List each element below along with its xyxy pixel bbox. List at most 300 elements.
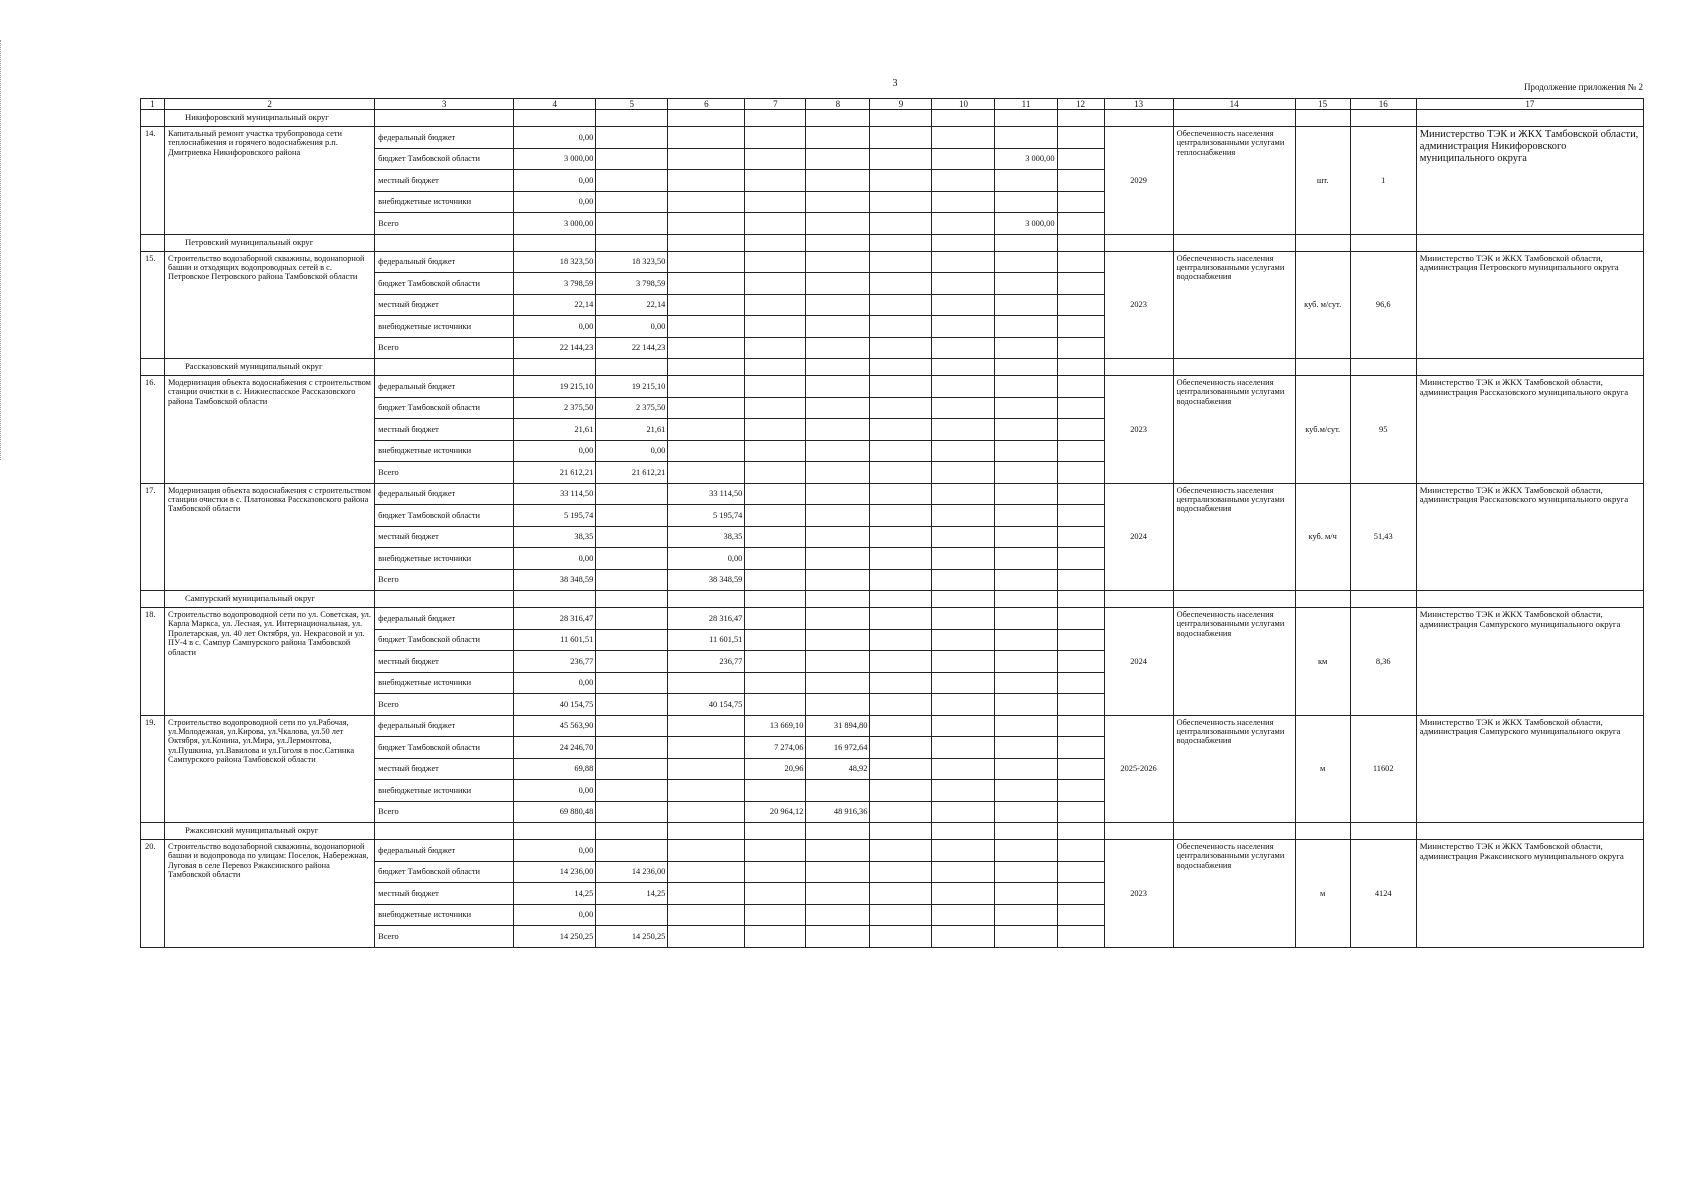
- amount-cell: 2 375,50: [514, 397, 596, 419]
- amount-cell: [668, 904, 745, 926]
- amount-cell: [870, 715, 932, 737]
- amount-cell: [1057, 483, 1104, 505]
- amount-cell: 11 601,51: [668, 629, 745, 651]
- empty-cell: [745, 110, 806, 127]
- amount-cell: [668, 170, 745, 192]
- empty-cell: [375, 234, 514, 251]
- amount-cell: [668, 780, 745, 802]
- amount-cell: [995, 672, 1057, 694]
- amount-cell: [995, 440, 1057, 462]
- amount-cell: [806, 316, 870, 338]
- amount-cell: [995, 801, 1057, 823]
- amount-cell: 0,00: [514, 672, 596, 694]
- funding-source: бюджет Тамбовской области: [375, 273, 514, 295]
- amount-cell: 24 246,70: [514, 737, 596, 759]
- amount-cell: [596, 840, 668, 862]
- amount-cell: [932, 419, 995, 441]
- empty-cell: [1416, 359, 1643, 376]
- funding-source: внебюджетные источники: [375, 548, 514, 570]
- amount-cell: [806, 780, 870, 802]
- amount-cell: [1057, 861, 1104, 883]
- amount-cell: 21,61: [596, 419, 668, 441]
- amount-cell: [870, 608, 932, 630]
- amount-cell: [1057, 337, 1104, 359]
- page-number: 3: [892, 78, 898, 89]
- funding-source: Всего: [375, 569, 514, 591]
- empty-cell: [1350, 234, 1416, 251]
- amount-cell: [745, 251, 806, 273]
- amount-cell: 3 000,00: [995, 213, 1057, 235]
- amount-cell: [596, 505, 668, 527]
- funding-source: Всего: [375, 801, 514, 823]
- funding-source: бюджет Тамбовской области: [375, 629, 514, 651]
- amount-cell: [932, 462, 995, 484]
- amount-cell: [745, 213, 806, 235]
- amount-cell: 0,00: [514, 780, 596, 802]
- funding-source: Всего: [375, 337, 514, 359]
- amount-cell: 38 348,59: [668, 569, 745, 591]
- amount-cell: [870, 861, 932, 883]
- column-header-4: 4: [514, 99, 596, 110]
- funding-source: Всего: [375, 462, 514, 484]
- project-name: Модернизация объекта водоснабжения с строительством станции очистки в с. Платоновка Рассказовского района Тамбовской области: [165, 483, 375, 591]
- amount-cell: [995, 526, 1057, 548]
- amount-cell: 3 000,00: [514, 213, 596, 235]
- empty-cell: [596, 110, 668, 127]
- amount-cell: [596, 737, 668, 759]
- empty-cell: [514, 823, 596, 840]
- amount-cell: [1057, 926, 1104, 948]
- empty-cell: [745, 591, 806, 608]
- amount-cell: [995, 419, 1057, 441]
- project-year: 2029: [1104, 127, 1173, 235]
- funding-source: Всего: [375, 213, 514, 235]
- amount-cell: [932, 629, 995, 651]
- table-row: [141, 715, 1644, 737]
- project-year: 2023: [1104, 840, 1173, 948]
- amount-cell: 7 274,06: [745, 737, 806, 759]
- amount-cell: [870, 883, 932, 905]
- project-value: 11602: [1350, 715, 1416, 823]
- amount-cell: [995, 694, 1057, 716]
- project-name: Строительство водопроводной сети по ул. Советская, ул. Карла Маркса, ул. Лесная, ул. Интернациональная, ул. Пролетарская, ул. 40 лет Октября, ул. Некрасовой и ул. ПУ-4 в с. Сампур Сампурского района Тамбовской области: [165, 608, 375, 716]
- amount-cell: [806, 840, 870, 862]
- amount-cell: [596, 801, 668, 823]
- district-spacer: [141, 234, 165, 251]
- amount-cell: [995, 651, 1057, 673]
- empty-cell: [995, 591, 1057, 608]
- project-value: 1: [1350, 127, 1416, 235]
- amount-cell: [806, 127, 870, 149]
- amount-cell: [995, 462, 1057, 484]
- empty-cell: [1295, 591, 1350, 608]
- amount-cell: [1057, 548, 1104, 570]
- amount-cell: 22 144,23: [514, 337, 596, 359]
- table-row: [141, 608, 1644, 630]
- amount-cell: [870, 419, 932, 441]
- amount-cell: [596, 608, 668, 630]
- amount-cell: 18 323,50: [514, 251, 596, 273]
- column-header-13: 13: [1104, 99, 1173, 110]
- amount-cell: [1057, 170, 1104, 192]
- amount-cell: [806, 148, 870, 170]
- amount-cell: 19 215,10: [514, 376, 596, 398]
- column-header-9: 9: [870, 99, 932, 110]
- amount-cell: [745, 505, 806, 527]
- empty-cell: [1416, 591, 1643, 608]
- funding-source: внебюджетные источники: [375, 780, 514, 802]
- project-year: 2025-2026: [1104, 715, 1173, 823]
- amount-cell: [668, 376, 745, 398]
- amount-cell: 0,00: [514, 127, 596, 149]
- amount-cell: [806, 191, 870, 213]
- amount-cell: [995, 904, 1057, 926]
- amount-cell: [995, 926, 1057, 948]
- empty-cell: [932, 359, 995, 376]
- amount-cell: 28 316,47: [514, 608, 596, 630]
- amount-cell: 69 880,48: [514, 801, 596, 823]
- project-responsible: Министерство ТЭК и ЖКХ Тамбовской области, администрация Ржаксинского муниципального округа: [1416, 840, 1643, 948]
- column-header-1: 1: [141, 99, 165, 110]
- column-number-header: [141, 99, 1644, 110]
- project-responsible: Министерство ТЭК и ЖКХ Тамбовской области, администрация Рассказовского муниципального округа: [1416, 483, 1643, 591]
- empty-cell: [1173, 110, 1295, 127]
- funding-source: внебюджетные источники: [375, 316, 514, 338]
- amount-cell: [668, 273, 745, 295]
- empty-cell: [1057, 591, 1104, 608]
- empty-cell: [668, 823, 745, 840]
- amount-cell: [806, 419, 870, 441]
- empty-cell: [995, 234, 1057, 251]
- funding-source: федеральный бюджет: [375, 715, 514, 737]
- amount-cell: 45 563,90: [514, 715, 596, 737]
- amount-cell: 14 236,00: [514, 861, 596, 883]
- project-number: 16.: [141, 376, 165, 484]
- amount-cell: [932, 148, 995, 170]
- amount-cell: 236,77: [668, 651, 745, 673]
- empty-cell: [514, 359, 596, 376]
- empty-cell: [870, 110, 932, 127]
- amount-cell: [745, 608, 806, 630]
- amount-cell: [1057, 715, 1104, 737]
- amount-cell: [745, 904, 806, 926]
- amount-cell: [870, 483, 932, 505]
- amount-cell: [668, 191, 745, 213]
- project-year: 2023: [1104, 251, 1173, 359]
- amount-cell: [995, 316, 1057, 338]
- amount-cell: [932, 170, 995, 192]
- column-header-3: 3: [375, 99, 514, 110]
- amount-cell: [806, 629, 870, 651]
- amount-cell: [806, 548, 870, 570]
- amount-cell: 5 195,74: [514, 505, 596, 527]
- amount-cell: [932, 294, 995, 316]
- amount-cell: [668, 127, 745, 149]
- amount-cell: [870, 926, 932, 948]
- district-row: [141, 359, 1644, 376]
- empty-cell: [596, 823, 668, 840]
- project-year: 2024: [1104, 483, 1173, 591]
- amount-cell: 31 894,80: [806, 715, 870, 737]
- column-header-7: 7: [745, 99, 806, 110]
- district-spacer: [141, 591, 165, 608]
- empty-cell: [1350, 359, 1416, 376]
- amount-cell: 22,14: [596, 294, 668, 316]
- amount-cell: [870, 629, 932, 651]
- project-value: 96,6: [1350, 251, 1416, 359]
- amount-cell: [806, 462, 870, 484]
- amount-cell: [806, 569, 870, 591]
- project-number: 18.: [141, 608, 165, 716]
- amount-cell: [1057, 191, 1104, 213]
- column-header-5: 5: [596, 99, 668, 110]
- amount-cell: [596, 483, 668, 505]
- amount-cell: 0,00: [514, 191, 596, 213]
- amount-cell: [870, 251, 932, 273]
- amount-cell: [1057, 737, 1104, 759]
- amount-cell: [668, 440, 745, 462]
- amount-cell: [745, 462, 806, 484]
- amount-cell: [668, 737, 745, 759]
- amount-cell: [995, 737, 1057, 759]
- amount-cell: [995, 251, 1057, 273]
- amount-cell: [870, 440, 932, 462]
- funding-source: федеральный бюджет: [375, 840, 514, 862]
- empty-cell: [1104, 234, 1173, 251]
- empty-cell: [375, 823, 514, 840]
- amount-cell: [995, 397, 1057, 419]
- empty-cell: [1057, 359, 1104, 376]
- amount-cell: [745, 337, 806, 359]
- project-value: 95: [1350, 376, 1416, 484]
- empty-cell: [1350, 591, 1416, 608]
- empty-cell: [932, 823, 995, 840]
- amount-cell: [870, 376, 932, 398]
- funding-source: местный бюджет: [375, 883, 514, 905]
- amount-cell: [932, 127, 995, 149]
- amount-cell: [668, 251, 745, 273]
- amount-cell: [596, 629, 668, 651]
- amount-cell: [1057, 440, 1104, 462]
- empty-cell: [1350, 823, 1416, 840]
- amount-cell: [932, 316, 995, 338]
- amount-cell: 33 114,50: [668, 483, 745, 505]
- amount-cell: [745, 440, 806, 462]
- amount-cell: [995, 608, 1057, 630]
- empty-cell: [806, 359, 870, 376]
- empty-cell: [1173, 591, 1295, 608]
- district-name: Сампурский муниципальный округ: [165, 591, 375, 608]
- amount-cell: 0,00: [514, 170, 596, 192]
- empty-cell: [668, 591, 745, 608]
- amount-cell: [745, 294, 806, 316]
- amount-cell: [668, 840, 745, 862]
- district-row: [141, 591, 1644, 608]
- amount-cell: 38,35: [514, 526, 596, 548]
- empty-cell: [745, 823, 806, 840]
- empty-cell: [1057, 823, 1104, 840]
- funding-source: федеральный бюджет: [375, 608, 514, 630]
- amount-cell: [870, 694, 932, 716]
- empty-cell: [806, 823, 870, 840]
- amount-cell: [932, 251, 995, 273]
- amount-cell: [932, 861, 995, 883]
- empty-cell: [668, 110, 745, 127]
- funding-source: местный бюджет: [375, 170, 514, 192]
- empty-cell: [375, 591, 514, 608]
- amount-cell: [870, 337, 932, 359]
- amount-cell: [1057, 569, 1104, 591]
- project-value: 4124: [1350, 840, 1416, 948]
- funding-source: федеральный бюджет: [375, 376, 514, 398]
- amount-cell: [596, 213, 668, 235]
- amount-cell: [995, 337, 1057, 359]
- project-number: 20.: [141, 840, 165, 948]
- amount-cell: [870, 801, 932, 823]
- amount-cell: [870, 213, 932, 235]
- funding-source: внебюджетные источники: [375, 191, 514, 213]
- empty-cell: [1104, 110, 1173, 127]
- amount-cell: [1057, 883, 1104, 905]
- amount-cell: [1057, 780, 1104, 802]
- amount-cell: [806, 526, 870, 548]
- amount-cell: [806, 904, 870, 926]
- empty-cell: [1295, 110, 1350, 127]
- amount-cell: 48 916,36: [806, 801, 870, 823]
- amount-cell: 40 154,75: [514, 694, 596, 716]
- empty-cell: [375, 359, 514, 376]
- amount-cell: [596, 569, 668, 591]
- amount-cell: [668, 337, 745, 359]
- project-unit: шт.: [1295, 127, 1350, 235]
- amount-cell: [995, 548, 1057, 570]
- project-unit: куб. м/ч: [1295, 483, 1350, 591]
- amount-cell: [596, 191, 668, 213]
- amount-cell: 14,25: [596, 883, 668, 905]
- amount-cell: [870, 548, 932, 570]
- amount-cell: [1057, 273, 1104, 295]
- amount-cell: [668, 883, 745, 905]
- amount-cell: [806, 505, 870, 527]
- amount-cell: [995, 840, 1057, 862]
- amount-cell: [668, 672, 745, 694]
- empty-cell: [745, 359, 806, 376]
- project-responsible: Министерство ТЭК и ЖКХ Тамбовской области, администрация Сампурского муниципального округа: [1416, 715, 1643, 823]
- amount-cell: 0,00: [596, 316, 668, 338]
- empty-cell: [1104, 359, 1173, 376]
- district-name: Ржаксинский муниципальный округ: [165, 823, 375, 840]
- funding-source: бюджет Тамбовской области: [375, 737, 514, 759]
- project-name: Модернизация объекта водоснабжения с строительством станции очистки в с. Нижнеспасское Рассказовского района Тамбовской области: [165, 376, 375, 484]
- amount-cell: [745, 694, 806, 716]
- amount-cell: [1057, 294, 1104, 316]
- amount-cell: 38,35: [668, 526, 745, 548]
- empty-cell: [1416, 234, 1643, 251]
- empty-cell: [1057, 110, 1104, 127]
- amount-cell: [870, 737, 932, 759]
- empty-cell: [1104, 823, 1173, 840]
- amount-cell: [668, 148, 745, 170]
- amount-cell: [932, 505, 995, 527]
- empty-cell: [668, 234, 745, 251]
- amount-cell: 28 316,47: [668, 608, 745, 630]
- amount-cell: [596, 904, 668, 926]
- amount-cell: [596, 651, 668, 673]
- amount-cell: [932, 651, 995, 673]
- amount-cell: [932, 883, 995, 905]
- table-row: [141, 127, 1644, 149]
- amount-cell: [995, 127, 1057, 149]
- amount-cell: [745, 861, 806, 883]
- funding-source: местный бюджет: [375, 419, 514, 441]
- amount-cell: 21 612,21: [596, 462, 668, 484]
- empty-cell: [806, 591, 870, 608]
- amount-cell: [745, 397, 806, 419]
- amount-cell: 5 195,74: [668, 505, 745, 527]
- amount-cell: [1057, 462, 1104, 484]
- amount-cell: [870, 397, 932, 419]
- amount-cell: [932, 926, 995, 948]
- project-value: 51,43: [1350, 483, 1416, 591]
- project-name: Строительство водозаборной скважины, водонапорной башни и водопровода по улицам: Поселок, Набережная, Луговая в селе Перевоз Ржаксинского района Тамбовской области: [165, 840, 375, 948]
- district-row: [141, 823, 1644, 840]
- amount-cell: 0,00: [668, 548, 745, 570]
- amount-cell: [596, 758, 668, 780]
- amount-cell: [745, 483, 806, 505]
- empty-cell: [514, 234, 596, 251]
- amount-cell: [932, 758, 995, 780]
- funding-source: бюджет Тамбовской области: [375, 505, 514, 527]
- continuation-label: Продолжение приложения № 2: [1523, 82, 1643, 92]
- amount-cell: [668, 861, 745, 883]
- amount-cell: [870, 526, 932, 548]
- amount-cell: [1057, 840, 1104, 862]
- amount-cell: [596, 548, 668, 570]
- amount-cell: 20 964,12: [745, 801, 806, 823]
- amount-cell: [745, 127, 806, 149]
- funding-source: внебюджетные источники: [375, 440, 514, 462]
- amount-cell: [1057, 397, 1104, 419]
- project-indicator: Обеспеченность населения централизованными услугами водоснабжения: [1173, 251, 1295, 359]
- amount-cell: [806, 440, 870, 462]
- amount-cell: [870, 127, 932, 149]
- amount-cell: [668, 213, 745, 235]
- empty-cell: [870, 591, 932, 608]
- amount-cell: [932, 737, 995, 759]
- amount-cell: 16 972,64: [806, 737, 870, 759]
- empty-cell: [375, 110, 514, 127]
- column-header-17: 17: [1416, 99, 1643, 110]
- funding-source: федеральный бюджет: [375, 251, 514, 273]
- project-responsible: Министерство ТЭК и ЖКХ Тамбовской области, администрация Никифоровского муниципального округа: [1416, 127, 1643, 235]
- amount-cell: [870, 840, 932, 862]
- amount-cell: [932, 715, 995, 737]
- column-header-16: 16: [1350, 99, 1416, 110]
- amount-cell: [668, 758, 745, 780]
- amount-cell: [932, 376, 995, 398]
- amount-cell: 20,96: [745, 758, 806, 780]
- empty-cell: [596, 591, 668, 608]
- amount-cell: [806, 926, 870, 948]
- amount-cell: [668, 801, 745, 823]
- amount-cell: [932, 569, 995, 591]
- amount-cell: 2 375,50: [596, 397, 668, 419]
- amount-cell: [932, 904, 995, 926]
- amount-cell: [668, 397, 745, 419]
- amount-cell: [806, 170, 870, 192]
- amount-cell: 0,00: [514, 440, 596, 462]
- table-row: [141, 840, 1644, 862]
